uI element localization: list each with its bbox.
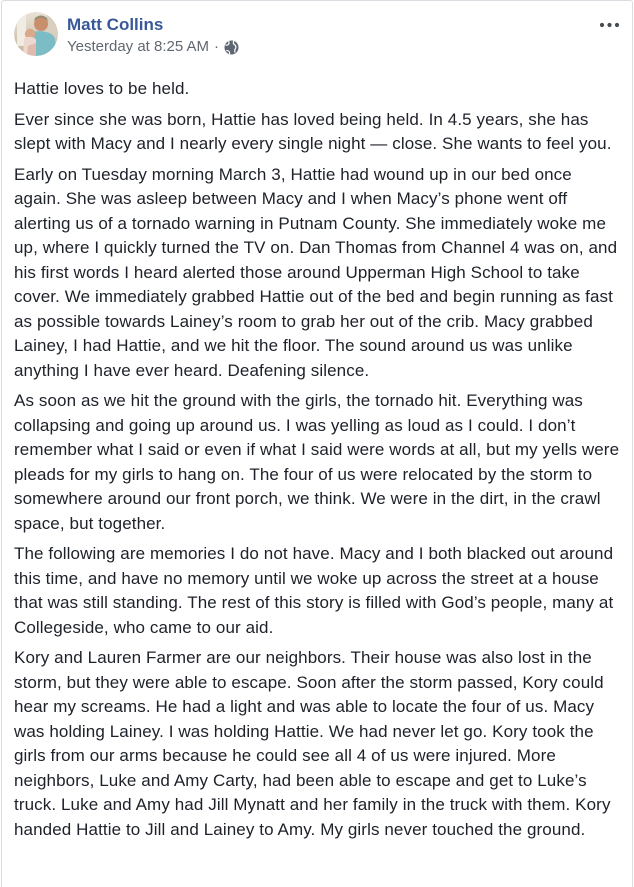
post-text bbox=[2, 56, 632, 842]
meta-separator: · bbox=[214, 38, 220, 55]
post-paragraph: Kory and Lauren Farmer are our neighbors. Their house was also lost in the storm, but they were able to escape. Soon after the storm passed, Kory could hear my screams. He had a light and was able to locate the four of us. Macy was holding Lainey. I was holding Hattie. We had never let go. Kory took the girls from our arms because he could see all 4 of us were injured. More neighbors, Luke and Amy Carty, had been able to escape and get to Luke’s truck. Luke and Amy had Jill Mynatt and her family in the truck with them. Kory handed Hattie to Jill and Lainey to Amy. My girls never touched the ground. bbox=[14, 648, 611, 839]
ellipsis-icon bbox=[599, 22, 620, 28]
profile-photo bbox=[14, 12, 58, 56]
post-paragraph: Ever since she was born, Hattie has loved being held. In 4.5 years, she has slept with Macy and I nearly every single night — close. She wants to feel you. bbox=[14, 109, 612, 153]
more-options-button[interactable] bbox=[596, 15, 620, 35]
globe-icon bbox=[224, 40, 239, 55]
post-paragraph: As soon as we hit the ground with the girls, the tornado hit. Everything was collapsing and going up around us. I was yelling as loud as I could. I don’t remember what I said or even if what I said were words at all, but my yells were pleads for my girls to hang on. The four of us were relocated by the storm to somewhere around our front porch, we think. We were in the dirt, in the crawl space, but together. bbox=[14, 391, 620, 533]
post-paragraph: The following are memories I do not have. Macy and I both blacked out around this time, and have no memory until we woke up across the street at a house that was still standing. The rest of this story is filled with God’s people, many at Collegeside, who came to our aid. bbox=[14, 544, 614, 637]
post-paragraph: Hattie loves to be held. bbox=[14, 79, 190, 98]
author-name-link[interactable]: Matt Collins bbox=[67, 15, 164, 34]
avatar[interactable] bbox=[14, 12, 58, 56]
timestamp-link[interactable]: Yesterday at 8:25 AM bbox=[67, 38, 210, 55]
post-paragraph: Early on Tuesday morning March 3, Hattie had wound up in our bed once again. She was asleep between Macy and I when Macy’s phone went off alerting us of a tornado warning in Putnam County. She immediately woke me up, where I quickly turned the TV on. Dan Thomas from Channel 4 was on, and his first words I heard alerted those around Upperman High School to take cover. We immediately grabbed Hattie out of the bed and begin running as fast as possible towards Lainey’s room to grab her out of the crib. Macy grabbed Lainey, I had Hattie, and we hit the floor. The sound around us was unlike anything I have ever heard. Deafening silence. bbox=[14, 164, 618, 380]
post-meta bbox=[67, 37, 239, 56]
facebook-post-card bbox=[1, 0, 633, 887]
post-header-text bbox=[67, 12, 239, 56]
post-header bbox=[2, 1, 632, 56]
